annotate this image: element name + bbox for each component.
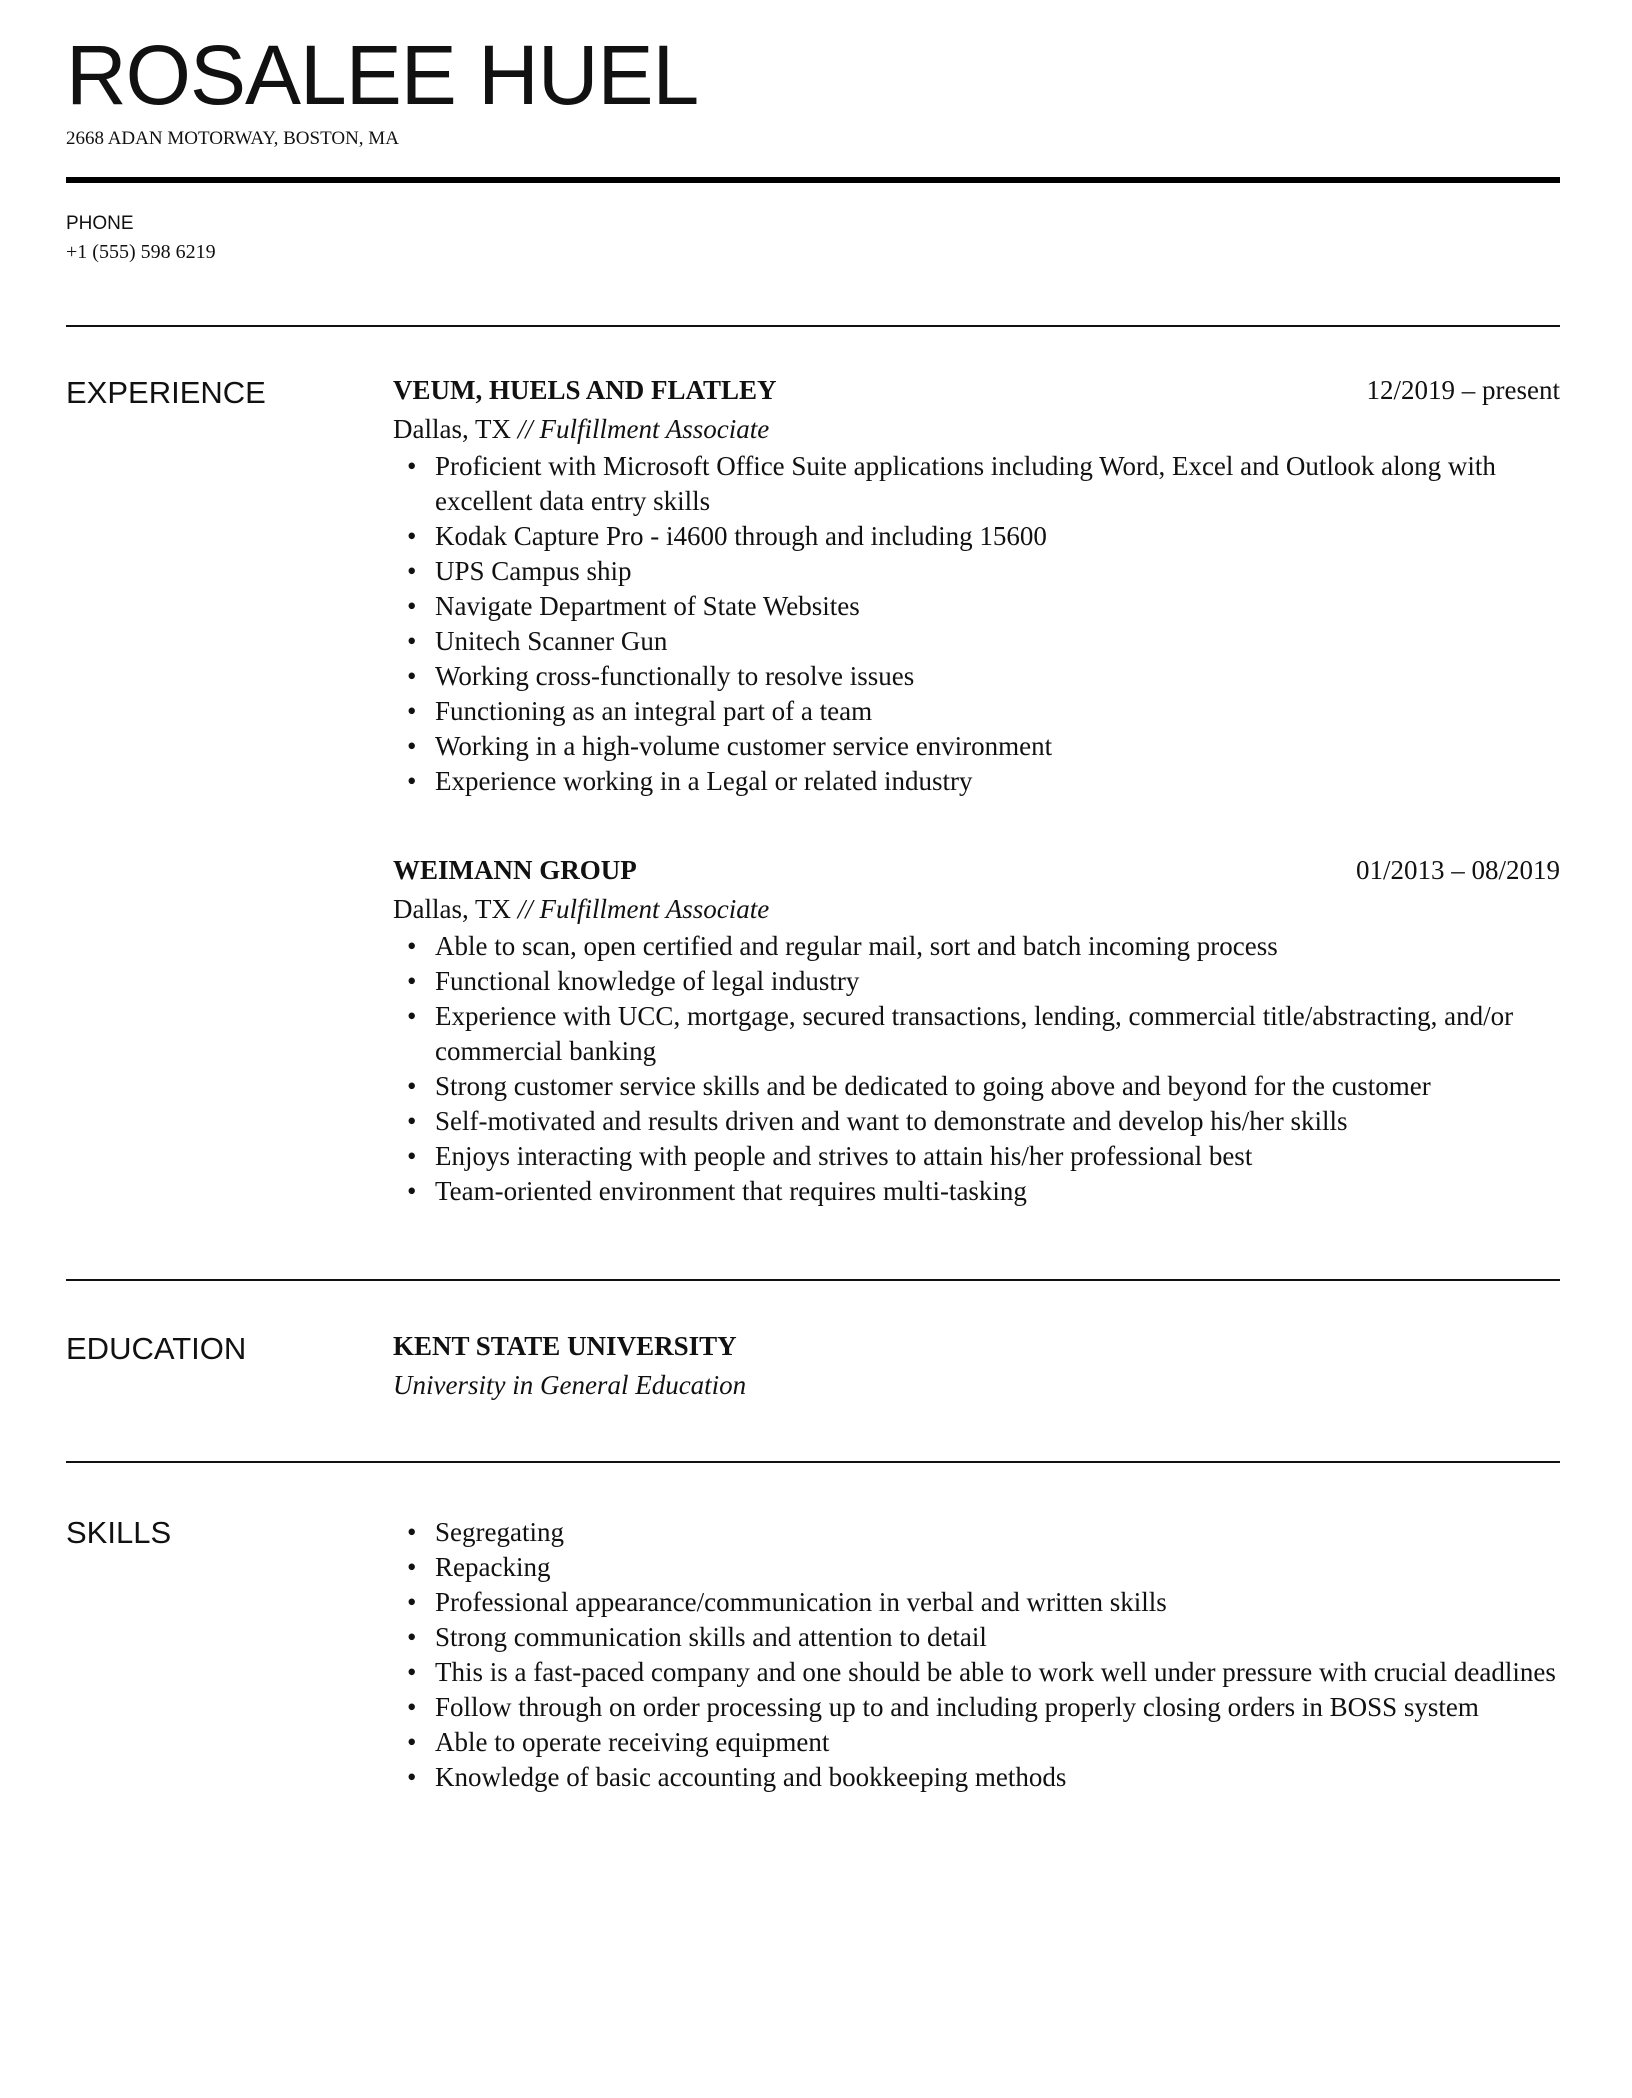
list-item: • Working in a high-volume customer service environment [393, 729, 1560, 764]
skill-item: • Repacking [393, 1550, 1560, 1585]
header-divider [66, 177, 1560, 183]
phone-label: PHONE [66, 213, 134, 234]
section-title: EXPERIENCE [66, 375, 266, 410]
list-item: • Enjoys interacting with people and strives to attain his/her professional best [393, 1139, 1560, 1174]
experience-list [393, 373, 1560, 1263]
separator: // [510, 414, 540, 444]
job-bullets [393, 929, 1560, 1209]
job-location: Dallas, TX [393, 894, 511, 924]
job-entry [393, 853, 1560, 1209]
job-dates: 12/2019 – present [1366, 375, 1560, 405]
company-name: WEIMANN GROUP [393, 855, 637, 885]
company-name: VEUM, HUELS AND FLATLEY [393, 375, 777, 405]
list-item: • Functional knowledge of legal industry [393, 964, 1560, 999]
list-item: • Proficient with Microsoft Office Suite applications including Word, Excel and Outlook along with excellent data entry skills [393, 449, 1560, 519]
job-bullets [393, 449, 1560, 799]
list-item: • Strong customer service skills and be dedicated to going above and beyond for the customer [393, 1069, 1560, 1104]
job-role: Fulfillment Associate [539, 894, 770, 924]
section-title: SKILLS [66, 1515, 172, 1550]
skills-list [393, 1515, 1560, 1795]
address: 2668 ADAN MOTORWAY, BOSTON, MA [66, 128, 399, 149]
list-item: • Working cross-functionally to resolve issues [393, 659, 1560, 694]
list-item: • Unitech Scanner Gun [393, 624, 1560, 659]
skill-item: • Segregating [393, 1515, 1560, 1550]
resume [66, 0, 1560, 1795]
list-item: • Experience working in a Legal or related industry [393, 764, 1560, 799]
section-title: EDUCATION [66, 1331, 247, 1366]
job-role: Fulfillment Associate [539, 414, 770, 444]
list-item: • Experience with UCC, mortgage, secured transactions, lending, commercial title/abstracting, and/or commercial banking [393, 999, 1560, 1069]
skill-item: • Able to operate receiving equipment [393, 1725, 1560, 1760]
phone-number: +1 (555) 598 6219 [66, 241, 216, 263]
list-item: • UPS Campus ship [393, 554, 1560, 589]
education-section [66, 1281, 1560, 1403]
list-item: • Navigate Department of State Websites [393, 589, 1560, 624]
list-item: • Kodak Capture Pro - i4600 through and including 15600 [393, 519, 1560, 554]
skill-item: • Knowledge of basic accounting and bookkeeping methods [393, 1760, 1560, 1795]
separator: // [510, 894, 540, 924]
job-dates: 01/2013 – 08/2019 [1355, 855, 1560, 885]
list-item: • Functioning as an integral part of a team [393, 694, 1560, 729]
school-name: KENT STATE UNIVERSITY [393, 1331, 737, 1361]
list-item: • Able to scan, open certified and regular mail, sort and batch incoming process [393, 929, 1560, 964]
candidate-name: ROSALEE HUEL [66, 28, 699, 122]
degree: University in General Education [393, 1370, 747, 1400]
skill-item: • Follow through on order processing up to and including properly closing orders in BOSS system [393, 1690, 1560, 1725]
skills-section [66, 1463, 1560, 1795]
job-location: Dallas, TX [393, 414, 511, 444]
experience-section [66, 327, 1560, 1263]
list-item: • Team-oriented environment that requires multi-tasking [393, 1174, 1560, 1209]
skill-item: • Professional appearance/communication in verbal and written skills [393, 1585, 1560, 1620]
job-entry [393, 373, 1560, 799]
skill-item: • This is a fast-paced company and one should be able to work well under pressure with crucial deadlines [393, 1655, 1560, 1690]
skill-item: • Strong communication skills and attention to detail [393, 1620, 1560, 1655]
list-item: • Self-motivated and results driven and want to demonstrate and develop his/her skills [393, 1104, 1560, 1139]
